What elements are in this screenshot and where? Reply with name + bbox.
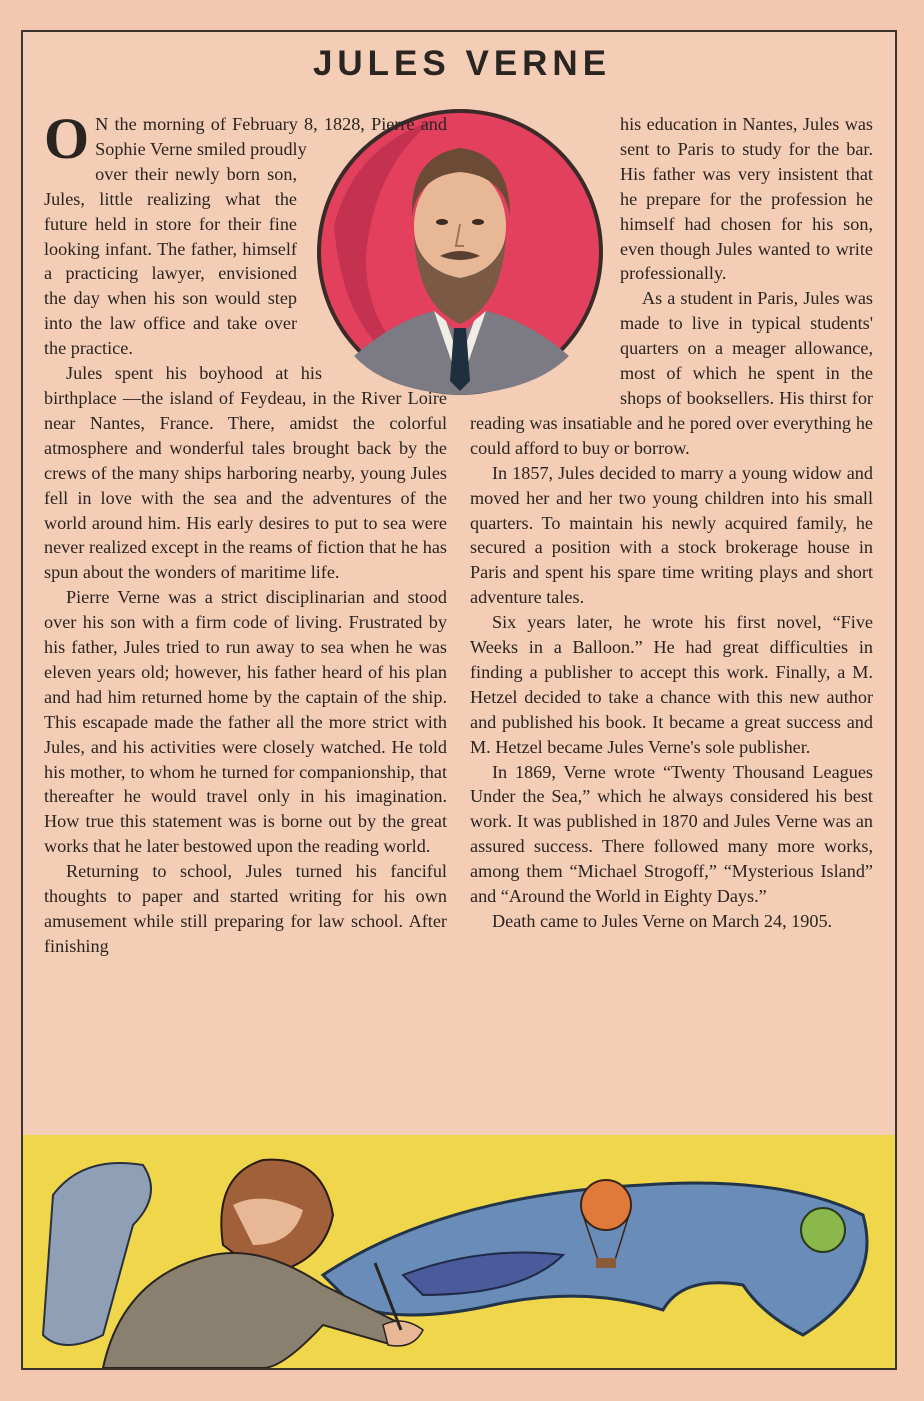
page-title: JULES VERNE: [312, 44, 612, 83]
portrait-wrap-spacer: [470, 112, 620, 402]
paragraph: In 1869, Verne wrote “Twenty Thousand Leagues Under the Sea,” which he always considered his best work. It was published in 1870 and Jules Verne was an assured success. There followed many more works, among them “Michael Strogoff,” “Mysterious Island” and “Around the World in Eighty Days.”: [470, 761, 873, 907]
left-column: [44, 106, 447, 959]
writer-illustration: [23, 1135, 895, 1368]
portrait-wrap-spacer: [297, 112, 447, 402]
drop-cap: O: [44, 106, 90, 171]
paragraph: Pierre Verne was a strict disciplinarian and stood over his son with a firm code of living. Frustrated by his father, Jules tried to run away to sea when he was eleven years old; however, his father heard of his plan and had him returned home by the captain of the ship. This escapade made the father all the more strict with Jules, and his activities were closely watched. He told his mother, to whom he turned for companionship, that thereafter he would travel only in his imagination. How true this statement was is borne out by the great works that he later bestowed upon the reading world.: [44, 587, 447, 857]
paragraph: Death came to Jules Verne on March 24, 1905.: [492, 911, 833, 931]
paragraph: As a student in Paris, Jules was made to live in typical students' quarters on a meager allowance, most of which he spent in the shops of booksellers. His thirst for reading was insatiable and he pored over everything he could afford to buy or borrow.: [470, 288, 873, 458]
paragraph: In 1857, Jules decided to marry a young widow and moved her and her two young children into his small quarters. To maintain his newly acquired family, he secured a position with a stock brokerage house in Paris and spent his spare time writing plays and short adventure tales.: [470, 462, 873, 608]
paragraph: Jules spent his boyhood at his birthplace —the island of Feydeau, in the River Loire near Nantes, France. There, amidst the colorful atmosphere and wonderful tales brought back by the crews of the many ships harboring nearby, young Jules fell in love with the sea and the adventures of the world around him. His early desires to put to sea were never realized except in the reams of fiction that he has spun about the wonders of maritime life.: [44, 363, 447, 583]
paragraph: N the morning of February 8, 1828, Pierre and Sophie Verne smiled proudly over their newly born son, Jules, little realizing what the future held in store for their fine looking infant. The father, himself a practicing lawyer, envisioned the day when his son would step into the law office and take over the practice.: [44, 114, 447, 359]
paragraph: Six years later, he wrote his first novel, “Five Weeks in a Balloon.” He had great difficulties in finding a publisher to accept this work. Finally, a M. Hetzel decided to take a chance with this new author and published his book. It became a great success and M. Hetzel became Jules Verne's sole publisher.: [470, 612, 873, 757]
paragraph: his education in Nantes, Jules was sent to Paris to study for the bar. His father was very insistent that he prepare for the profession he himself had chosen for his son, even though Jules wanted to write professionally.: [620, 114, 873, 284]
right-column: [470, 112, 873, 934]
illustration-banner: [23, 1135, 895, 1368]
paragraph: Returning to school, Jules turned his fanciful thoughts to paper and started writing for his own amusement while still preparing for law school. After finishing: [44, 861, 447, 956]
